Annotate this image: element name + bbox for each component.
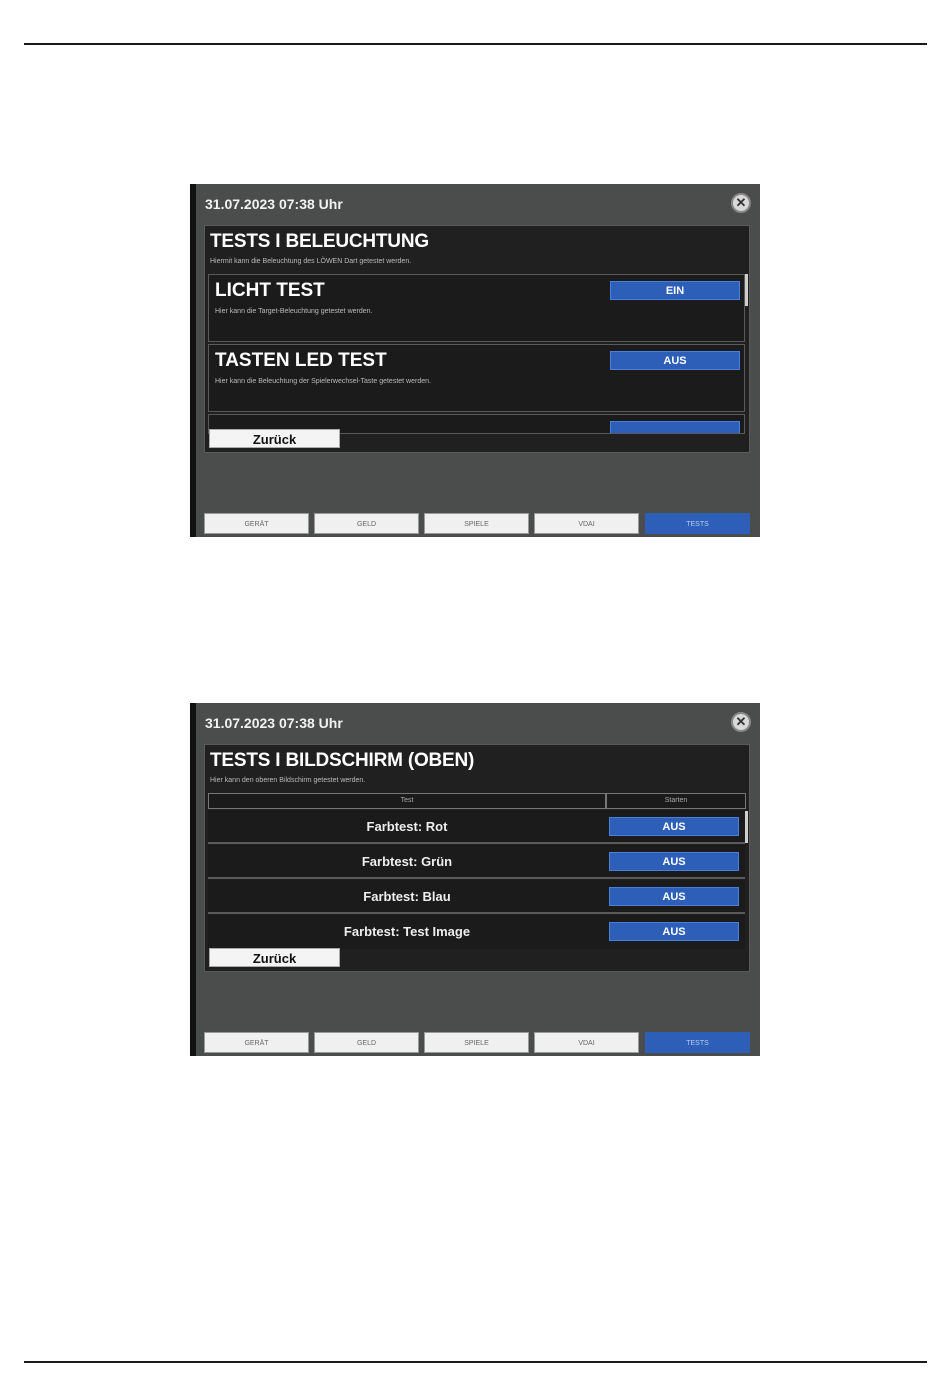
datetime-label: 31.07.2023 07:38 Uhr	[205, 196, 343, 212]
tab-geld[interactable]: GELD	[314, 1032, 419, 1053]
row-label: Farbtest: Rot	[366, 819, 448, 834]
screenshot-bildschirm	[190, 703, 760, 1056]
tab-tests[interactable]: TESTS	[645, 1032, 750, 1053]
farbtest-test-image-toggle-button[interactable]: AUS	[609, 922, 739, 941]
table-header	[208, 793, 746, 809]
screenshot-beleuchtung	[190, 184, 760, 537]
page-top-rule	[24, 43, 927, 45]
datetime-label: 31.07.2023 07:38 Uhr	[205, 715, 343, 731]
tab-spiele[interactable]: SPIELE	[424, 513, 529, 534]
table-row	[208, 880, 745, 914]
close-icon[interactable]: ✕	[731, 712, 751, 732]
farbtest-gruen-toggle-button[interactable]: AUS	[609, 852, 739, 871]
scrollbar-thumb[interactable]	[745, 811, 748, 843]
tab-geld[interactable]: GELD	[314, 513, 419, 534]
farbtest-rot-toggle-button[interactable]: AUS	[609, 817, 739, 836]
test-row-tasten-led	[208, 344, 745, 412]
row-label: Farbtest: Grün	[361, 854, 453, 869]
bottom-tab-bar	[204, 513, 750, 534]
tasten-led-test-toggle-button[interactable]: AUS	[610, 351, 740, 370]
test-row-licht	[208, 274, 745, 342]
tab-geraet[interactable]: GERÄT	[204, 513, 309, 534]
tab-geraet[interactable]: GERÄT	[204, 1032, 309, 1053]
close-icon[interactable]: ✕	[731, 193, 751, 213]
column-header-test: Test	[208, 793, 606, 809]
tab-spiele[interactable]: SPIELE	[424, 1032, 529, 1053]
column-header-start: Starten	[606, 793, 746, 809]
screen-left-edge	[190, 703, 196, 1056]
row-label: Farbtest: Test Image	[343, 924, 471, 939]
scrollbar-thumb[interactable]	[745, 274, 748, 306]
tab-tests[interactable]: TESTS	[645, 513, 750, 534]
back-button[interactable]: Zurück	[209, 429, 340, 448]
tab-vdai[interactable]: VDAI	[534, 1032, 639, 1053]
licht-test-toggle-button[interactable]: EIN	[610, 281, 740, 300]
back-button[interactable]: Zurück	[209, 948, 340, 967]
tab-vdai[interactable]: VDAI	[534, 513, 639, 534]
table-row	[208, 845, 745, 879]
screen-left-edge	[190, 184, 196, 537]
page-bottom-rule	[24, 1361, 927, 1363]
page-title: TESTS I BELEUCHTUNG	[210, 231, 429, 252]
tests-panel	[204, 225, 750, 453]
table-row	[208, 810, 745, 844]
test-row-title: TASTEN LED TEST	[215, 350, 387, 371]
test-row-description: Hier kann die Beleuchtung der Spielerwechsel-Taste getestet werden.	[215, 378, 431, 385]
bottom-tab-bar	[204, 1032, 750, 1053]
page-title: TESTS I BILDSCHIRM (OBEN)	[210, 750, 475, 771]
farbtest-blau-toggle-button[interactable]: AUS	[609, 887, 739, 906]
page-subtitle: Hier kann den oberen Bildschirm getestet werden.	[210, 777, 366, 784]
test-row-description: Hier kann die Target-Beleuchtung getestet werden.	[215, 308, 373, 315]
test-row-title: LICHT TEST	[215, 280, 325, 301]
row-label: Farbtest: Blau	[363, 889, 451, 904]
page-subtitle: Hiermit kann die Beleuchtung des LÖWEN Dart getestet werden.	[210, 258, 412, 265]
table-row	[208, 915, 745, 949]
tests-panel	[204, 744, 750, 972]
partial-toggle-button[interactable]	[610, 421, 740, 434]
